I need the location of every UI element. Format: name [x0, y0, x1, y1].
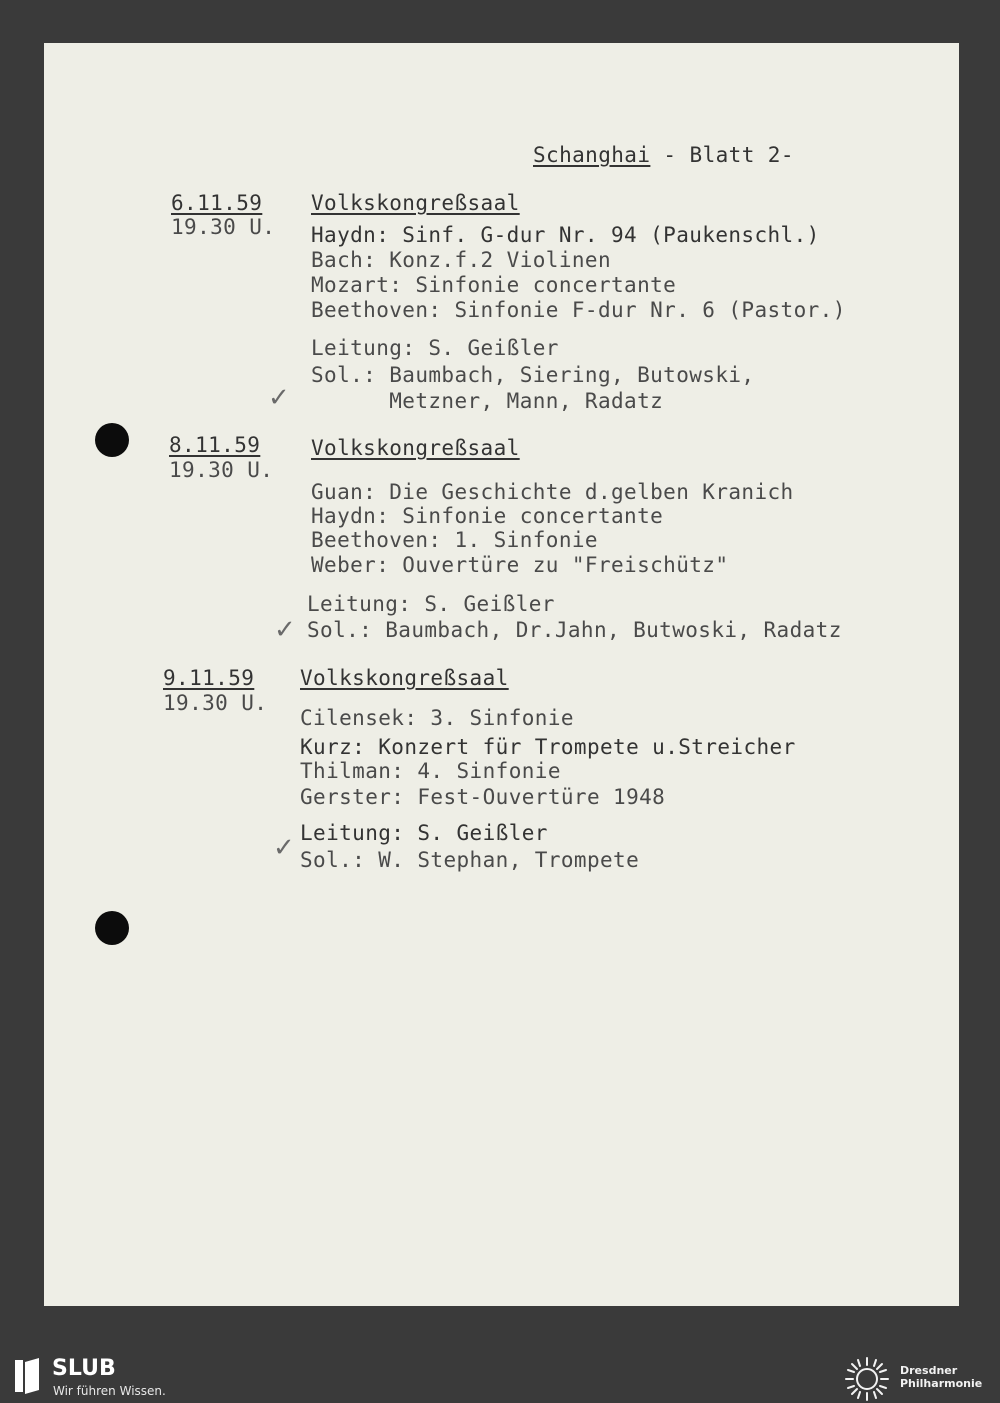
sheet-number: - Blatt 2-	[650, 143, 794, 167]
concert-venue: Volkskongreßsaal	[311, 436, 520, 460]
slub-book-icon	[13, 1358, 41, 1394]
program-line: Mozart: Sinfonie concertante	[311, 273, 677, 297]
punch-hole	[95, 423, 129, 457]
program-line: Beethoven: Sinfonie F-dur Nr. 6 (Pastor.)	[311, 298, 846, 322]
program-line: Kurz: Konzert für Trompete u.Streicher	[300, 735, 796, 759]
soloists-line: Metzner, Mann, Radatz	[311, 389, 664, 413]
program-line: Cilensek: 3. Sinfonie	[300, 706, 574, 730]
partner-name-line: Philharmonie	[900, 1377, 983, 1390]
city-name: Schanghai	[533, 143, 651, 167]
checkmark-icon: ✓	[274, 615, 296, 645]
program-line: Thilman: 4. Sinfonie	[300, 759, 561, 783]
punch-hole	[95, 911, 129, 945]
concert-venue: Volkskongreßsaal	[311, 191, 520, 215]
concert-date: 6.11.59	[171, 191, 263, 215]
program-line: Guan: Die Geschichte d.gelben Kranich	[311, 480, 794, 504]
checkmark-icon: ✓	[273, 833, 295, 863]
conductor-line: Leitung: S. Geißler	[307, 592, 555, 616]
concert-time: 19.30 U.	[163, 691, 268, 715]
partner-name-line: Dresdner	[900, 1364, 958, 1377]
soloists-line: Sol.: Baumbach, Siering, Butowski,	[311, 363, 755, 387]
program-line: Haydn: Sinfonie concertante	[311, 504, 664, 528]
soloists-line: Sol.: W. Stephan, Trompete	[300, 848, 640, 872]
concert-date: 8.11.59	[169, 433, 261, 457]
concert-date: 9.11.59	[163, 666, 255, 690]
soloists-line: Sol.: Baumbach, Dr.Jahn, Butwoski, Radatz	[307, 618, 842, 642]
program-line: Bach: Konz.f.2 Violinen	[311, 248, 611, 272]
slub-tagline: Wir führen Wissen.	[53, 1384, 166, 1398]
conductor-line: Leitung: S. Geißler	[300, 821, 548, 845]
program-line: Weber: Ouvertüre zu "Freischütz"	[311, 553, 729, 577]
slub-name: SLUB	[52, 1356, 116, 1381]
dresdner-philharmonie-sunburst-icon	[844, 1356, 890, 1402]
checkmark-icon: ✓	[268, 383, 290, 413]
conductor-line: Leitung: S. Geißler	[311, 336, 559, 360]
program-line: Beethoven: 1. Sinfonie	[311, 528, 598, 552]
concert-venue: Volkskongreßsaal	[300, 666, 509, 690]
sheet-header	[533, 143, 794, 167]
concert-time: 19.30 U.	[171, 215, 276, 239]
program-line: Gerster: Fest-Ouvertüre 1948	[300, 785, 666, 809]
program-line: Haydn: Sinf. G-dur Nr. 94 (Paukenschl.)	[311, 223, 820, 247]
concert-time: 19.30 U.	[169, 458, 274, 482]
partner-name	[900, 1364, 982, 1390]
